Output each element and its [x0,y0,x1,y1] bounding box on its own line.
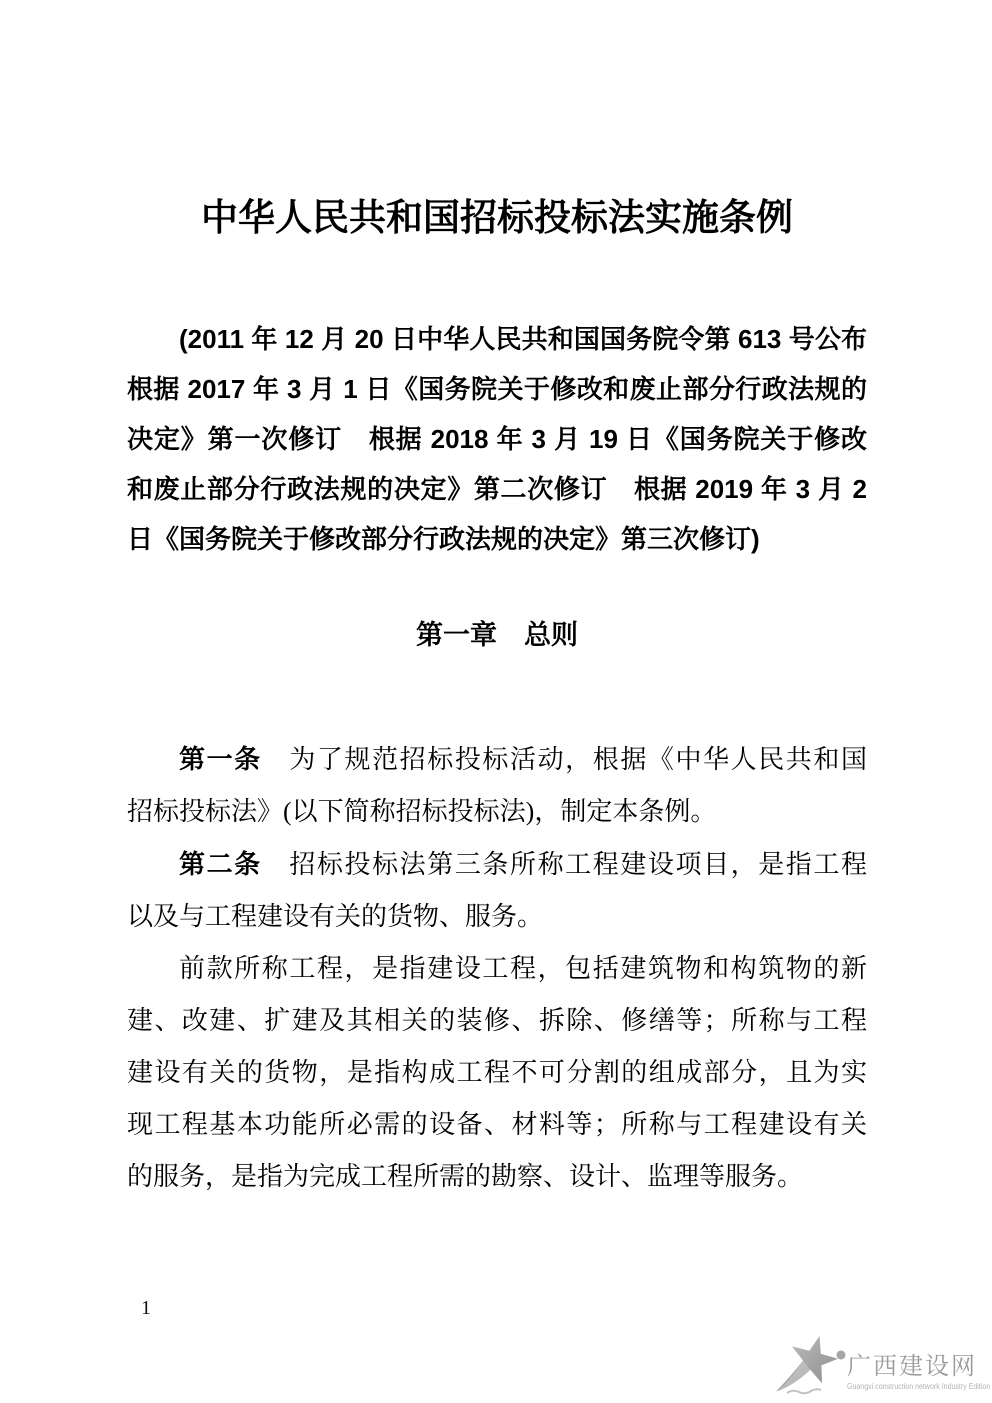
preamble-line: (2011 年 12 月 20 日中华人民共和国国务院令第 613 号公布 [179,324,867,354]
paragraph-line: 的服务，是指为完成工程所需的勘察、设计、监理等服务。 [127,1162,804,1191]
article-1 [127,733,867,838]
paragraph-line: 前款所称工程，是指建设工程，包括建筑物和构筑物的新 [179,954,867,983]
article-1-text: 为了规范招标投标活动，根据《中华人民共和国 [261,745,867,774]
paragraph-line: 建设有关的货物，是指构成工程不可分割的组成部分，且为实 [127,1058,867,1087]
chapter-1-heading: 第一章 总则 [416,620,578,650]
preamble [127,314,867,564]
logo-dot-icon [837,1351,846,1360]
star-logo-icon [773,1334,847,1398]
article-2-line: 以及与工程建设有关的货物、服务。 [127,902,544,931]
paragraph-line: 现工程基本功能所必需的设备、材料等；所称与工程建设有关 [127,1110,867,1139]
article-1-line: 招标投标法》(以下简称招标投标法)，制定本条例。 [127,797,717,826]
preamble-line: 日《国务院关于修改部分行政法规的决定》第三次修订) [127,524,760,554]
article-2-number: 第二条 [179,849,262,879]
watermark-cn-text: 广西建设网 [847,1354,977,1380]
document-content [127,0,867,1203]
article-2-text: 招标投标法第三条所称工程建设项目，是指工程 [261,850,867,879]
publisher-watermark [773,1334,992,1400]
article-2-paragraph-2 [127,943,867,1203]
preamble-line: 和废止部分行政法规的决定》第二次修订 根据 2019 年 3 月 2 [127,474,867,504]
article-1-number: 第一条 [179,744,262,774]
document-title: 中华人民共和国招标投标法实施条例 [201,197,793,238]
article-2 [127,838,867,943]
article-2-line [127,838,867,891]
logo-script-icon [787,1389,821,1393]
document-body [127,733,867,1203]
preamble-line: 根据 2017 年 3 月 1 日《国务院关于修改和废止部分行政法规的 [127,374,867,404]
page-number: 1 [141,1297,151,1319]
article-1-line [127,733,867,786]
paragraph-line: 建、改建、扩建及其相关的装修、拆除、修缮等；所称与工程 [127,1006,867,1035]
preamble-line: 决定》第一次修订 根据 2018 年 3 月 19 日《国务院关于修改 [127,424,867,454]
watermark-en-text: Guangxi construction network Industry Edition [847,1382,991,1391]
